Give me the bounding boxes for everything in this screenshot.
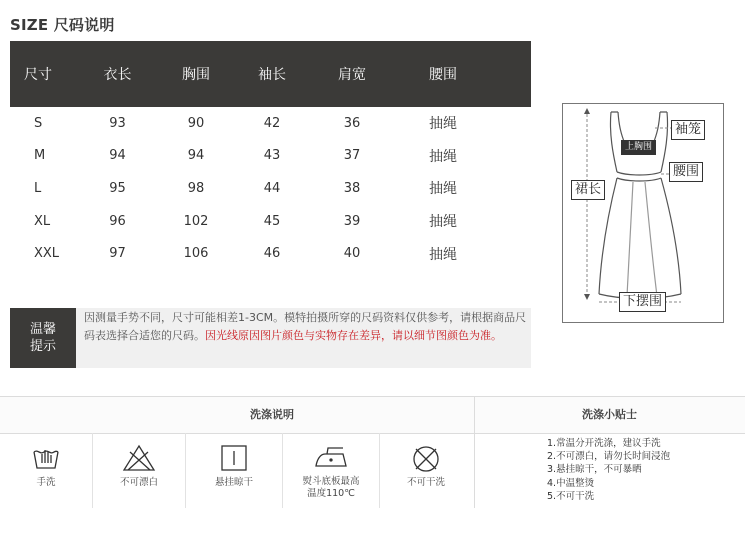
- care-heading: 洗涤说明: [250, 408, 294, 421]
- table-cell: 46: [263, 246, 281, 262]
- table-cell: S: [34, 115, 43, 131]
- table-cell: 37: [343, 148, 361, 164]
- care-label: 熨斗底板最高: [302, 476, 360, 487]
- header-cell: 腰围: [429, 67, 457, 83]
- care-label: 手洗: [36, 477, 56, 488]
- label-hem: 下摆围: [619, 292, 666, 312]
- table-cell: 40: [343, 246, 361, 262]
- tip-item: 2.不可漂白，请勿长时间浸泡: [547, 451, 671, 463]
- no-dry-clean-icon: [411, 444, 441, 474]
- table-row: [10, 107, 531, 140]
- care-label: 悬挂晾干: [214, 477, 253, 488]
- table-cell: XL: [34, 213, 51, 229]
- hang-dry-icon: [220, 444, 248, 472]
- table-cell: 38: [343, 180, 361, 196]
- label-waist: 腰围: [669, 162, 703, 182]
- tip-item: 3.悬挂晾干，不可暴晒: [547, 464, 642, 476]
- tip-item: 5.不可干洗: [547, 490, 595, 502]
- tips-heading: 洗涤小贴士: [582, 408, 637, 421]
- reminder-text: [84, 309, 528, 345]
- table-cell: 94: [109, 148, 126, 164]
- header-cell: 尺寸: [24, 67, 52, 83]
- care-label: 不可漂白: [119, 477, 158, 488]
- table-cell: 42: [263, 115, 281, 131]
- table-cell: 43: [263, 148, 281, 164]
- label-sleeve: 袖笼: [671, 120, 705, 140]
- care-item-no-dry-clean: [380, 433, 472, 508]
- table-cell: 102: [183, 213, 209, 229]
- table-cell: 98: [187, 180, 205, 196]
- table-cell: L: [34, 180, 42, 196]
- measurement-diagram: [562, 103, 724, 323]
- reminder-box: [10, 308, 531, 368]
- reminder-color-warning: 因光线原因图片颜色与实物存在差异，请以细节图颜色为准。: [205, 329, 502, 342]
- table-cell: 45: [263, 213, 281, 229]
- table-cell: M: [34, 148, 46, 164]
- header-cell: 衣长: [103, 67, 132, 83]
- care-item-iron: [283, 433, 380, 508]
- table-cell: 93: [109, 115, 126, 131]
- table-cell: 97: [109, 246, 126, 262]
- table-cell: 44: [263, 180, 281, 196]
- page-title: SIZE 尺码说明: [10, 16, 115, 34]
- reminder-note: 因测量手势不同，尺寸可能相差1-3CM。模特拍摄所穿的尺码资料仅供参考，请根据商品尺码表选择合适您的尺码。: [84, 311, 527, 342]
- care-item-hang-dry: [186, 433, 283, 508]
- label-length: 裙长: [571, 180, 605, 200]
- care-divider: [474, 396, 475, 508]
- table-cell: 96: [109, 213, 126, 229]
- iron-icon: [313, 444, 349, 470]
- reminder-badge: [10, 308, 76, 368]
- hand-wash-icon: [31, 444, 61, 472]
- care-item-hand-wash: [0, 433, 93, 508]
- tip-item: 1.常温分开洗涤，建议手洗: [547, 438, 661, 449]
- care-label: 温度110℃: [307, 488, 355, 499]
- table-cell: 抽绳: [429, 246, 457, 263]
- size-table-header: [10, 41, 531, 107]
- table-row: [10, 172, 531, 205]
- table-row: [10, 205, 531, 238]
- table-cell: 94: [187, 148, 205, 164]
- table-row: [10, 140, 531, 173]
- size-table-body: [10, 107, 531, 270]
- care-section: [0, 396, 750, 508]
- header-cell: 肩宽: [338, 67, 366, 83]
- header-cell: 袖长: [258, 67, 286, 83]
- table-cell: 抽绳: [429, 181, 457, 198]
- no-bleach-icon: [122, 444, 156, 472]
- reminder-badge-line2: 提示: [29, 339, 56, 354]
- table-cell: 106: [183, 246, 209, 262]
- reminder-badge-line1: 温馨: [29, 322, 56, 337]
- table-cell: 36: [343, 115, 361, 131]
- table-cell: 抽绳: [429, 116, 457, 133]
- table-row: [10, 237, 531, 270]
- table-cell: 39: [343, 213, 361, 229]
- care-item-no-bleach: [93, 433, 186, 508]
- table-cell: XXL: [34, 246, 60, 262]
- table-cell: 95: [109, 180, 126, 196]
- header-cell: 胸围: [182, 67, 210, 83]
- table-cell: 抽绳: [429, 148, 457, 165]
- care-tips-list: [547, 437, 670, 503]
- label-chest: 上胸围: [621, 140, 656, 155]
- size-table: [10, 41, 531, 270]
- table-cell: 抽绳: [429, 214, 457, 231]
- tip-item: 4.中温整烫: [547, 477, 595, 489]
- table-cell: 90: [187, 115, 205, 131]
- care-label: 不可干洗: [406, 477, 445, 488]
